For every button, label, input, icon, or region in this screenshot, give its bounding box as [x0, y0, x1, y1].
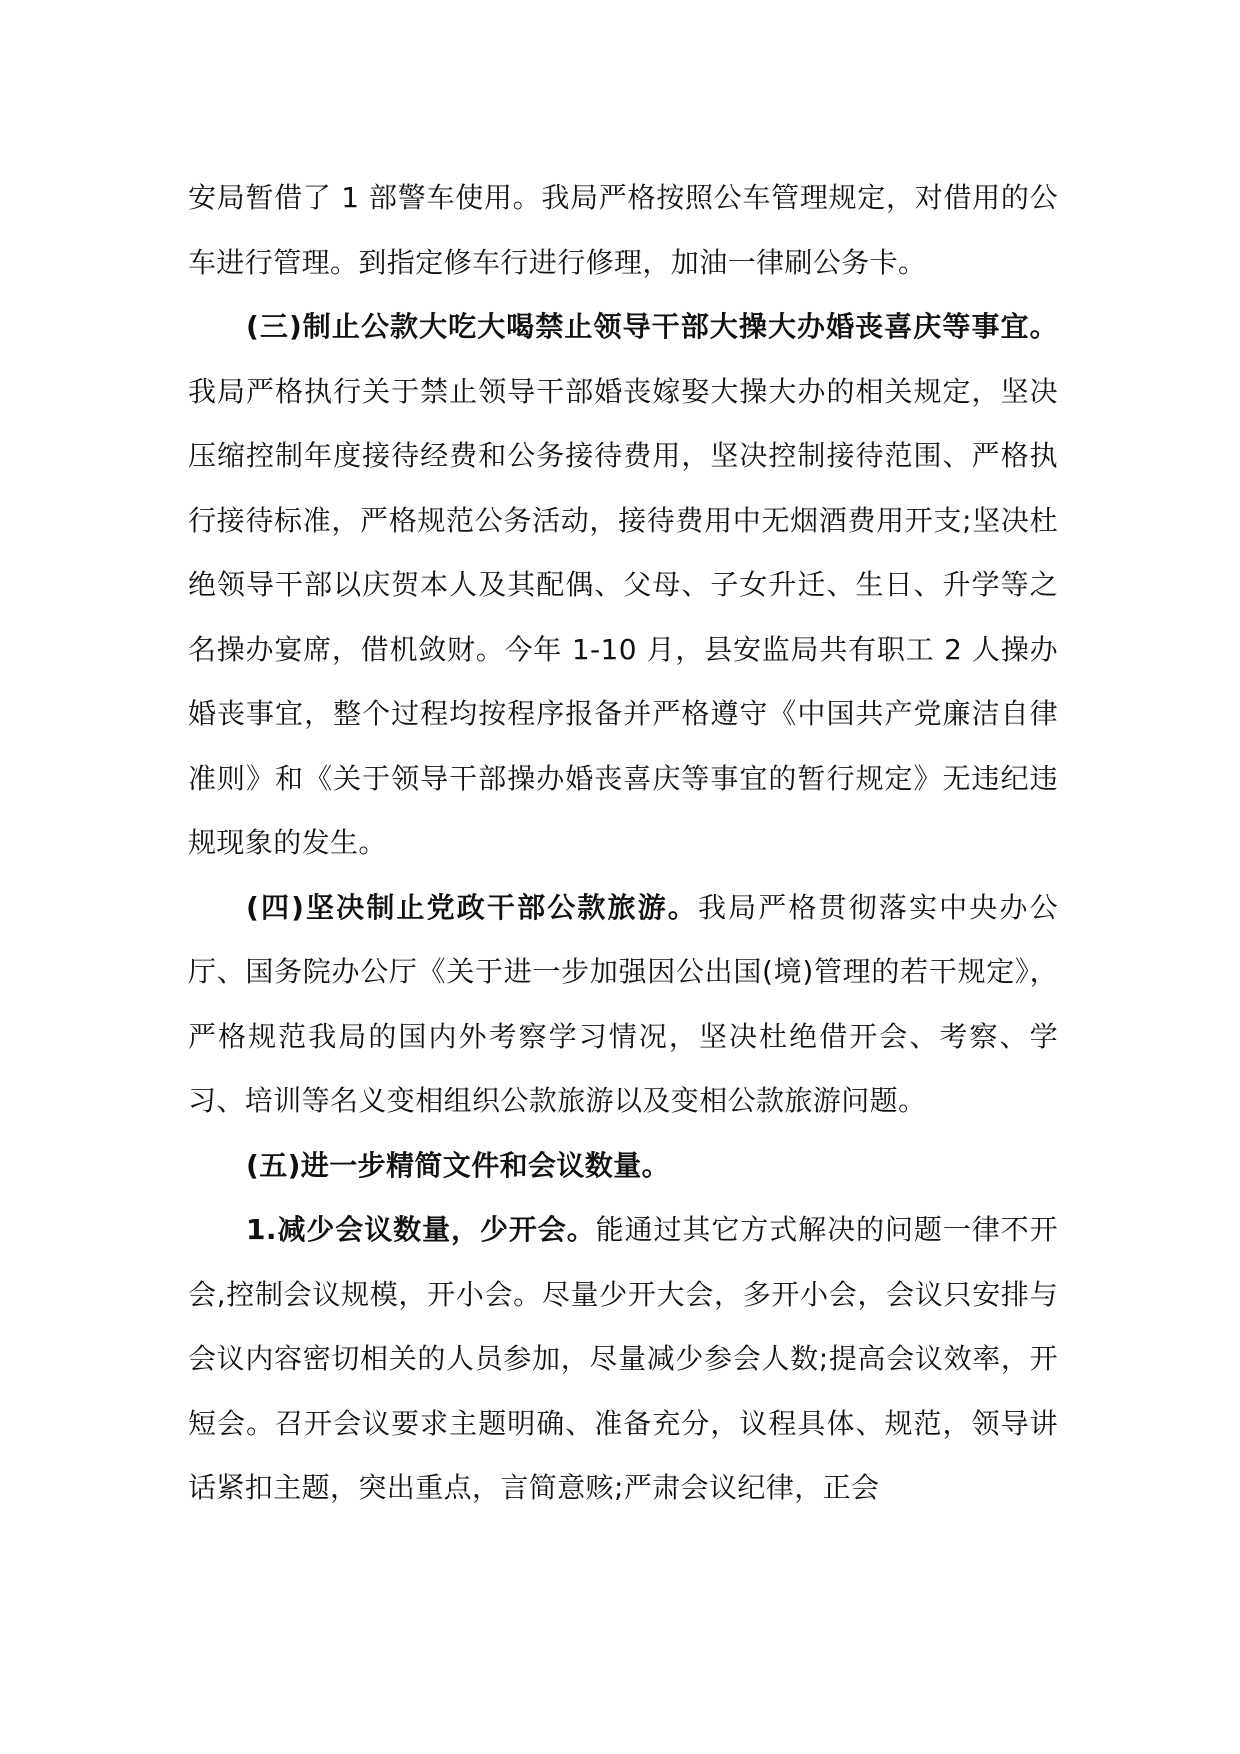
paragraph-banquet-ban	[188, 295, 1058, 876]
subsection-heading-1: 1.减少会议数量，少开会。	[246, 1213, 596, 1246]
paragraph-text: 安局暂借了 1 部警车使用。我局严格按照公车管理规定，对借用的公车进行管理。到指定修车行进行修理，加油一律刷公务卡。	[188, 181, 1058, 279]
paragraph-text: 我局严格执行关于禁止领导干部婚丧嫁娶大操大办的相关规定，坚决压缩控制年度接待经费和公务接待费用，坚决控制接待范围、严格执行接待标准，严格规范公务活动，接待费用中无烟酒费用开支;坚决杜绝领导干部以庆贺本人及其配偶、父母、子女升迁、生日、升学等之名操办宴席，借机敛财。今年 1-10 月，县安监局共有职工 2 人操办婚丧事宜，整个过程均按程序报备并严格遵守《中国共产党廉洁自律准则》和《关于领导干部操办婚丧喜庆等事宜的暂行规定》无违纪违规现象的发生。	[188, 374, 1058, 859]
paragraph-reduce-meetings	[188, 1198, 1058, 1521]
paragraph-streamline-heading	[188, 1134, 1058, 1199]
paragraph-text: 我局严格贯彻落实中央办公厅、国务院办公厅《关于进一步加强因公出国(境)管理的若干规定》，严格规范我局的国内外考察学习情况，坚决杜绝借开会、考察、学习、培训等名义变相组织公款旅游以及变相公款旅游问题。	[188, 890, 1058, 1117]
paragraph-travel-ban	[188, 876, 1058, 1134]
section-heading-3: (三)制止公款大吃大喝禁止领导干部大操大办婚丧喜庆等事宜。	[246, 310, 1058, 343]
document-body	[188, 166, 1058, 1521]
section-heading-4: (四)坚决制止党政干部公款旅游。	[246, 890, 698, 924]
section-heading-5: (五)进一步精简文件和会议数量。	[246, 1148, 670, 1182]
paragraph-text: 能通过其它方式解决的问题一律不开会,控制会议规模，开小会。尽量少开大会，多开小会，会议只安排与会议内容密切相关的人员参加，尽量减少参会人数;提高会议效率，开短会。召开会议要求主题明确、准备充分，议程具体、规范，领导讲话紧扣主题，突出重点，言简意赅;严肃会议纪律，正会	[188, 1213, 1058, 1504]
paragraph-car-management	[188, 166, 1058, 295]
